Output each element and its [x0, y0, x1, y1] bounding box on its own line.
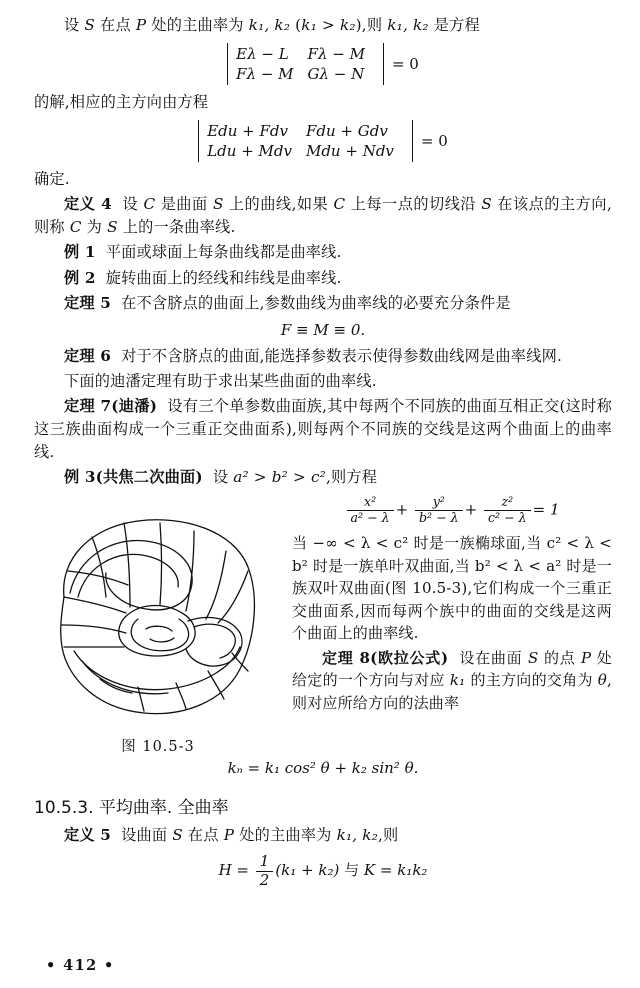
figure-caption: 图 10.5-3	[121, 739, 195, 756]
equation-rhs: = 1	[532, 500, 560, 519]
section-heading: 10.5.3. 平均曲率. 全曲率	[34, 798, 229, 819]
right-column	[292, 495, 612, 714]
equation-euler: kₙ = k₁ cos² θ + k₂ sin² θ.	[227, 759, 419, 778]
equation-conjunction: 与	[344, 861, 360, 880]
text-run: ),则	[355, 16, 388, 34]
symbol-k1: k₁	[449, 671, 466, 690]
text-run: 设	[122, 195, 144, 214]
text-run: 上的曲线,如果	[223, 195, 334, 214]
text-run: 对于不含脐点的曲面,能选择参数表示使得参数曲线网是曲率线网.	[121, 346, 562, 365]
equation-tail: = 0	[420, 132, 448, 151]
symbol-S: S	[172, 826, 183, 845]
symbol-P: P	[223, 826, 235, 845]
figure-10-5-3	[34, 501, 282, 756]
theorem-7	[34, 395, 612, 464]
det-cell: Fλ − M	[307, 45, 365, 64]
symbol-k1-k2-2: k₁, k₂	[387, 16, 429, 34]
det-cell: Fdu + Gdv	[305, 122, 388, 141]
theorem-7-label: 定理 7(迪潘)	[64, 396, 158, 415]
fraction-z	[484, 495, 531, 526]
text-run: ,则	[378, 826, 399, 845]
fraction-denominator: 2	[256, 871, 274, 890]
fraction-denominator: a² − λ	[347, 510, 394, 526]
symbol-C: C	[333, 195, 346, 214]
text-run: 处的主曲率为	[146, 16, 249, 34]
equation-lhs: H =	[218, 861, 249, 880]
equation-tail: = 0	[391, 55, 419, 74]
equation-F-M-zero: F ≡ M ≡ 0.	[280, 320, 366, 339]
theorem-8	[292, 647, 612, 715]
text-run: 是方程	[428, 16, 480, 34]
symbol-C: C	[143, 195, 156, 214]
text-run: 上的一条曲率线.	[117, 218, 236, 237]
text-run: 平面或球面上每条曲线都是曲率线.	[105, 243, 342, 262]
text-run: ,则方程	[325, 468, 378, 487]
equation-gaussian: K = k₁k₂	[363, 861, 428, 880]
text-run: 设	[64, 16, 85, 34]
text-run: 设有三个单参数曲面族,其中每两个不同族的曲面互相正交(这时称这三族曲面构成一个三重正交曲面系),则每两个不同族的交线是这两个曲面上的曲率线.	[34, 396, 612, 462]
symbol-S: S	[107, 218, 118, 237]
text-run: (	[290, 16, 302, 34]
det-cell: Mdu + Ndv	[305, 142, 394, 161]
symbol-S: S	[481, 195, 492, 214]
det-cell: Ldu + Mdv	[207, 142, 292, 161]
fraction-numerator: z²	[501, 494, 514, 510]
text-run: 的主方向的交角为	[465, 671, 598, 690]
confocal-quadrics-illustration	[34, 501, 274, 731]
example-1-label: 例 1	[64, 243, 96, 262]
text-run: ,则对应所给方向的法曲率	[292, 671, 612, 712]
det-cell: Edu + Fdv	[207, 122, 289, 141]
text-run: 在点	[95, 16, 136, 34]
paragraph-solution-principal-direction	[34, 91, 612, 114]
theorem-5	[34, 292, 612, 315]
text-run: 的解,相应的主方向由方程	[34, 93, 209, 112]
theorem-5-label: 定理 5	[64, 293, 112, 312]
text-run: 的点	[538, 648, 581, 667]
symbol-theta: θ	[597, 671, 608, 690]
text-run: 上每一点的切线沿	[345, 195, 482, 214]
symbol-S: S	[84, 16, 96, 34]
text-run: 下面的迪潘定理有助于求出某些曲面的曲率线.	[64, 371, 377, 390]
det-cell: Eλ − L	[236, 45, 289, 64]
fraction-one-half	[256, 853, 274, 889]
text-run: 处给定的一个方向与对应	[292, 648, 613, 690]
fraction-numerator: x²	[363, 494, 377, 510]
det-cell: Fλ − M	[236, 65, 294, 84]
figure-and-text-block	[34, 494, 613, 756]
definition-5	[34, 824, 612, 847]
paragraph-principal-curvatures	[34, 14, 612, 37]
definition-5-label: 定义 5	[64, 826, 112, 845]
formula-determinant-1	[34, 43, 612, 85]
equation-mid: (k₁ + k₂)	[275, 861, 340, 880]
symbol-C: C	[69, 218, 82, 237]
symbol-k1-k2: k₁, k₂	[336, 826, 379, 845]
page-number: • 412 •	[46, 957, 115, 974]
paragraph-determined	[34, 168, 612, 191]
text-run: 设曲面	[121, 826, 173, 845]
symbol-P: P	[135, 16, 147, 34]
fraction-denominator: c² − λ	[484, 510, 531, 526]
page-content	[34, 14, 612, 896]
text-run: 是曲面	[155, 195, 213, 214]
symbol-k1-k2: k₁, k₂	[248, 16, 291, 34]
text-run: 为	[81, 218, 108, 237]
text-run: 在点	[182, 826, 224, 845]
formula-determinant-2	[34, 120, 612, 162]
example-3-label: 例 3(共焦二次曲面)	[64, 468, 203, 487]
text-run: 设在曲面	[459, 648, 528, 667]
determinant-bars	[227, 43, 384, 85]
text-run: 处的主曲率为	[234, 826, 337, 845]
text-run: 在不含脐点的曲面上,参数曲线为曲率线的必要充分条件是	[121, 293, 511, 312]
definition-4	[34, 193, 612, 239]
text-run: 旋转曲面上的经线和纬线是曲率线.	[105, 268, 342, 287]
symbol-S: S	[527, 648, 539, 667]
example-1	[34, 241, 612, 264]
formula-euler	[34, 759, 612, 777]
text-run: 当 −∞ < λ < c² 时是一族椭球面,当 c² < λ < b² 时是一族单叶双曲面,当 b² < λ < a² 时是一族双叶双曲面(图 10.5-3),它们构成一个三重正交曲面系,因而每两个族中的曲面的交线是这两个曲面上的曲率线.	[292, 534, 612, 643]
example-2	[34, 267, 612, 290]
fraction-x	[347, 495, 394, 526]
condition-abc: a² > b² > c²	[233, 468, 326, 487]
formula-confocal-quadrics: $\frac{\text{x²}}{\text{a² − λ}}$ + $\frac{\text{y²}}{\text{b² − λ}}$ + $\frac{\text{z²}}{\text{c² − λ}}$ = 1	[292, 495, 612, 526]
example-3	[34, 466, 612, 489]
theorem-8-label: 定理 8(欧拉公式)	[322, 648, 449, 667]
paragraph-dupin-intro	[34, 370, 612, 393]
fraction-numerator: 1	[259, 852, 270, 871]
symbol-P: P	[580, 648, 592, 667]
definition-4-label: 定义 4	[64, 195, 112, 214]
fraction-y	[415, 495, 463, 526]
symbol-inequality: k₁ > k₂	[301, 16, 356, 34]
determinant-bars	[198, 120, 413, 162]
paragraph-family-description	[292, 532, 612, 645]
text-run: 设	[212, 468, 234, 487]
formula-theorem5	[34, 321, 612, 339]
text-run: 确定.	[34, 170, 70, 189]
theorem-6-label: 定理 6	[64, 346, 112, 365]
symbol-S: S	[212, 195, 224, 214]
det-cell: Gλ − N	[307, 65, 365, 84]
fraction-numerator: y²	[432, 494, 445, 510]
theorem-6	[34, 345, 612, 368]
formula-mean-and-gaussian-curvature	[34, 853, 612, 889]
text-run: 在该点的主方向,则称	[34, 195, 612, 237]
example-2-label: 例 2	[64, 268, 96, 287]
fraction-denominator: b² − λ	[415, 510, 463, 526]
